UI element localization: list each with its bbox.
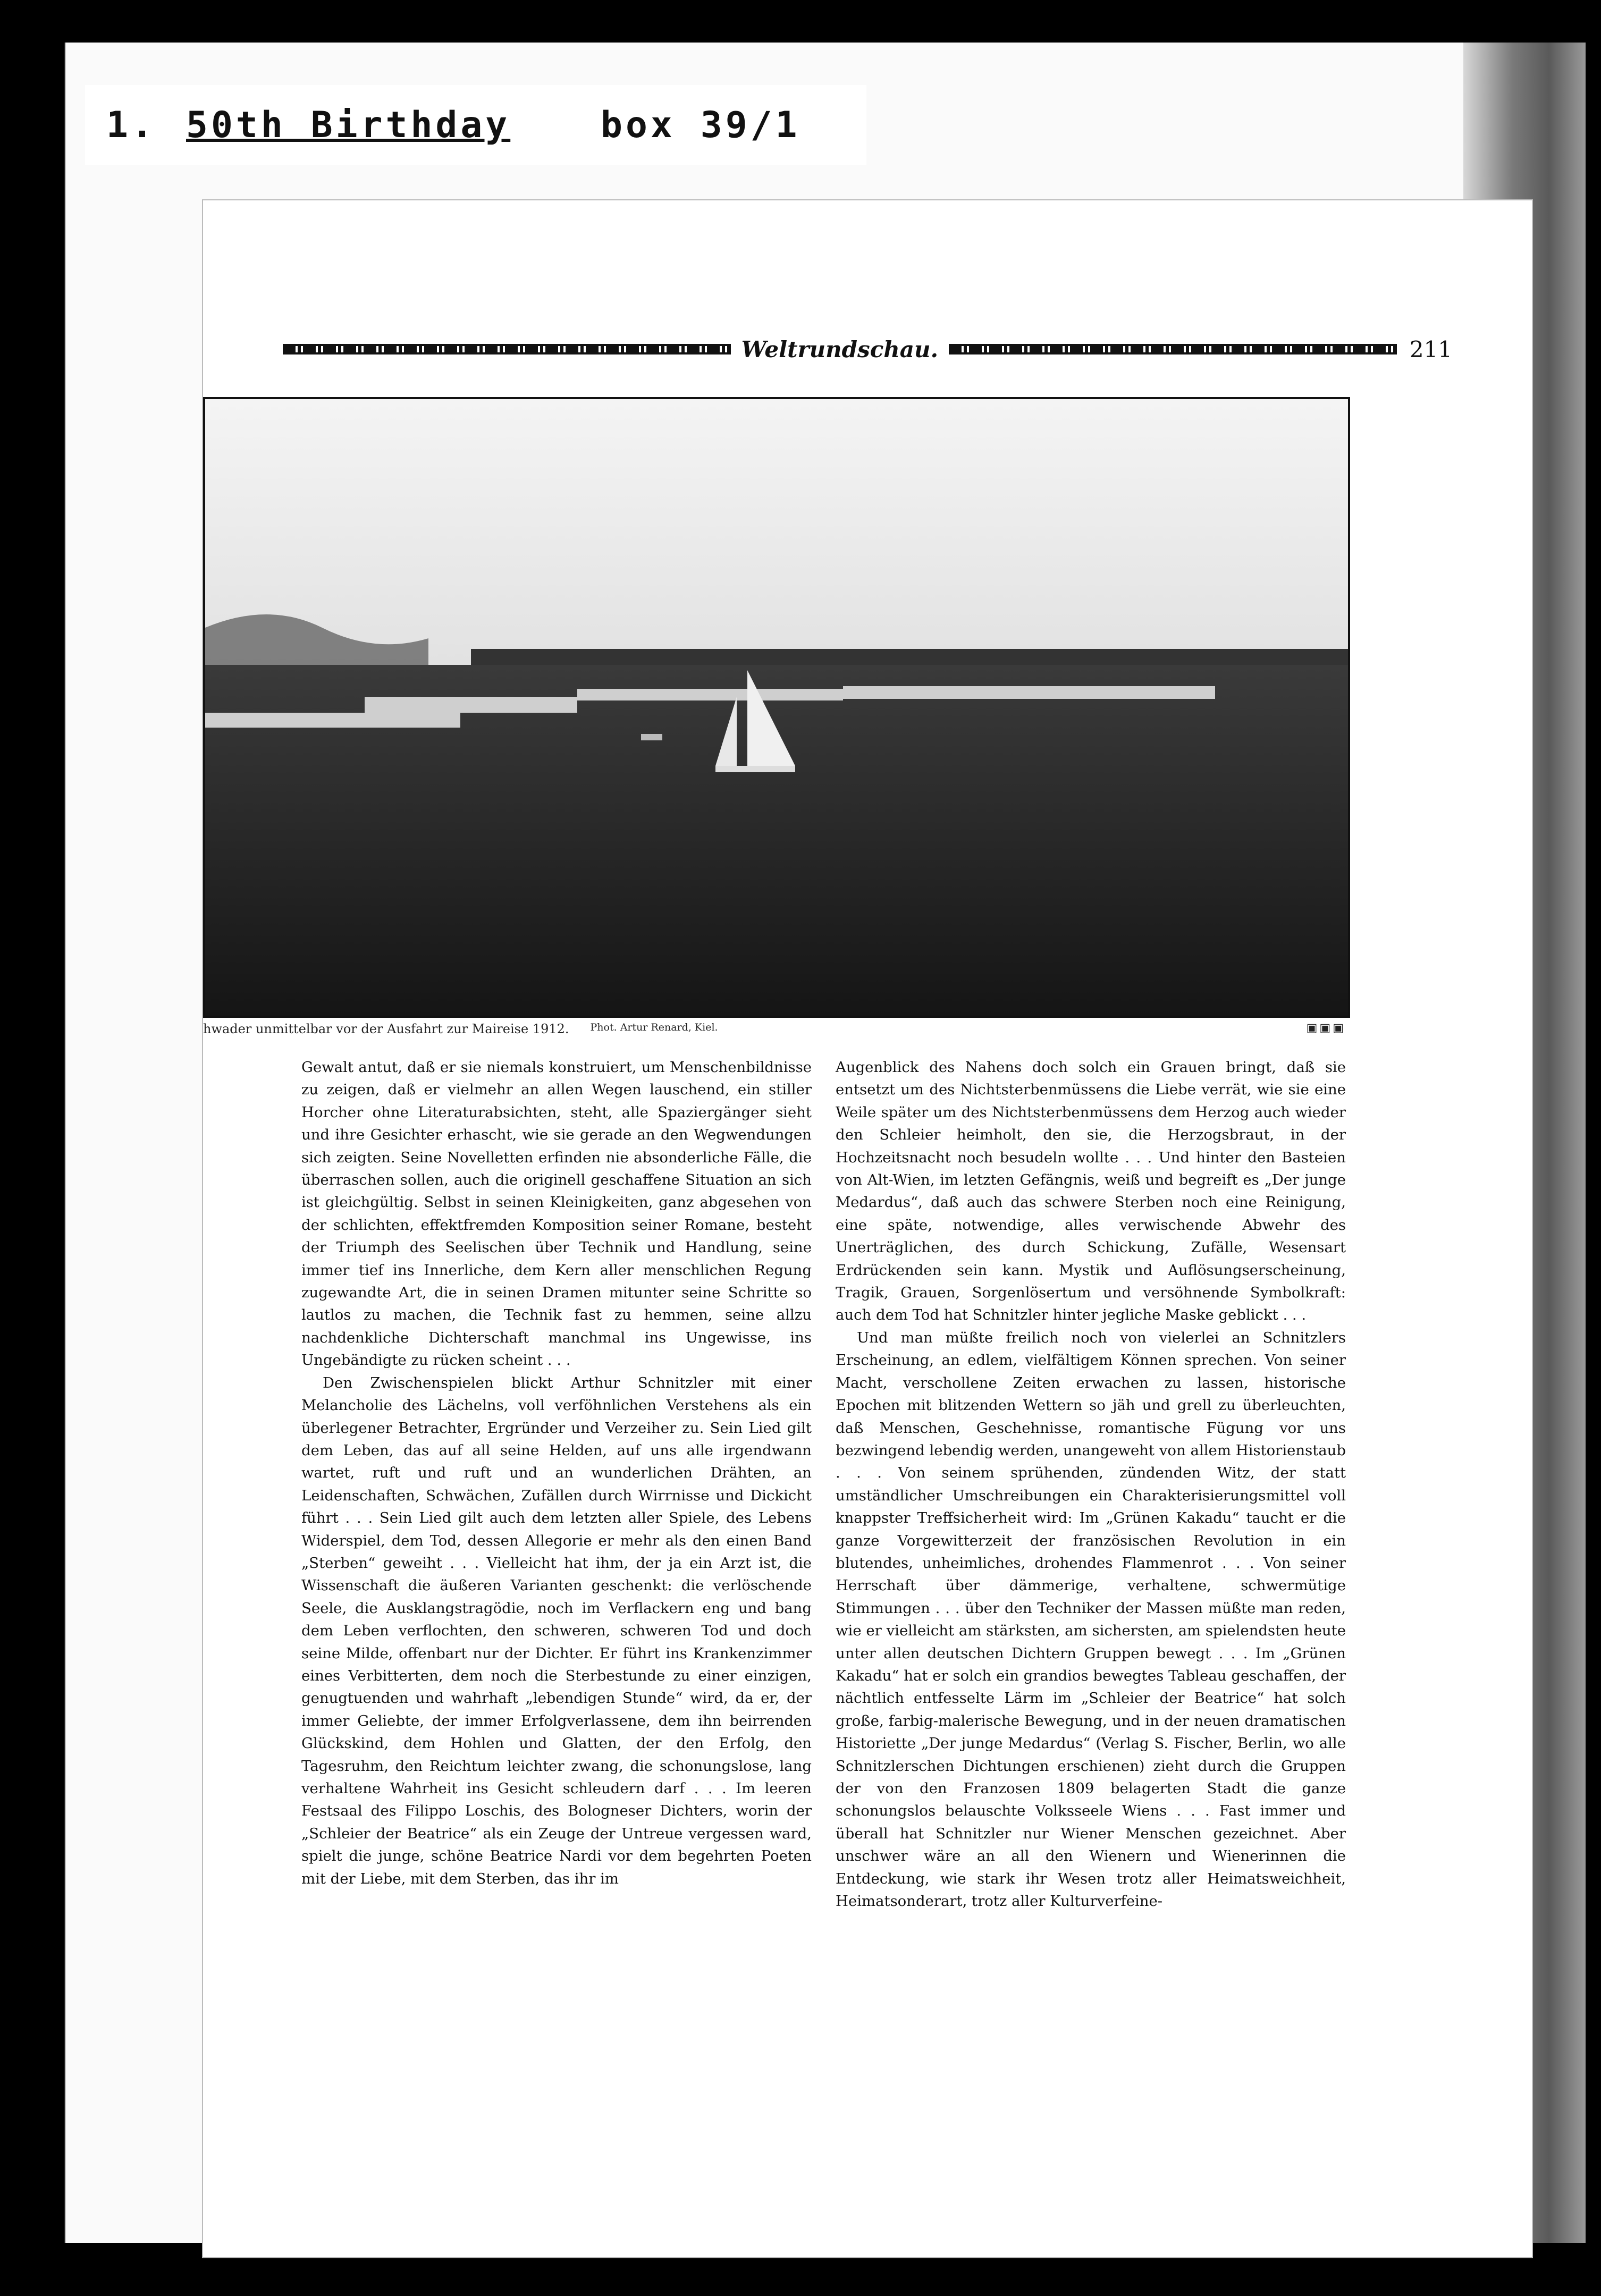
page-number: 211 bbox=[1409, 336, 1452, 362]
text-column-left bbox=[301, 1056, 812, 1890]
paragraph: Augenblick des Nahens doch solch ein Grauen bringt, daß sie entsetzt um des Nichtsterbenmüssens die Liebe verrät, wie sie eine Weile später um des Nichtsterbenmüssens dem Herzog auch wieder den Schleier heimholt, den sie, die Herzogsbraut, in der Hochzeitsnacht noch besudeln wollte . . . Und hinter den Basteien von Alt-Wien, im letzten Gefängnis, weiß und begreift es „Der junge Medardus“, daß auch das schwere Sterben noch eine Reinigung, eine späte, notwendige, alles verwischende Abwehr des Unerträglichen, des durch Schickung, Zufälle, Wesensart Erdrückenden sein kann. Mystik und Auflösungserscheinung, Tragik, Grauen, Sorgenlösertum und versöhnende Symbolkraft: auch dem Tod hat Schnitzler hinter jegliche Maske geblickt . . . bbox=[836, 1059, 1346, 1324]
running-head-title: Weltrundschau. bbox=[741, 336, 939, 362]
label-number: 1. bbox=[106, 104, 156, 146]
text-column-right bbox=[836, 1056, 1346, 1912]
ornament-rule-right bbox=[949, 344, 1397, 354]
label-box: box 39/1 bbox=[601, 104, 800, 146]
label-title: 50th Birthday bbox=[186, 104, 511, 146]
caption-text: hwader unmittelbar vor der Ausfahrt zur Maireise 1912. bbox=[203, 1022, 569, 1036]
ornament-rule-left bbox=[283, 344, 731, 354]
running-head bbox=[283, 333, 1452, 365]
paragraph: Den Zwischenspielen blickt Arthur Schnitzler mit einer Melancholie des Lächelns, voll verföhnlichen Verstehens als ein überlegener Betrachter, Ergründer und Verzeiher zu. Sein Lied gilt dem Leben, das auf all seine Helden, auf uns alle irgendwann wartet, ruft und ruft und an wunderlichen Drähten, an Leidenschaften, Schwächen, Zufällen durch Wirrnisse und Dickicht führt . . . Sein Lied gilt auch dem letzten aller Spiele, des Lebens Widerspiel, dem Tod, dessen Allegorie er mehr als den einen Band „Sterben“ geweiht . . . Vielleicht hat ihm, der ja ein Arzt ist, die Wissenschaft die äußeren Varianten geschenkt: die verlöschende Seele, die Ausklangstragödie, noch im Verflackern eng und bang dem Leben verflochten, den schweren, schweren Tod und doch seine Milde, offenbart nur der Dichter. Er führt ins Krankenzimmer eines Verbitterten, dem noch die Sterbestunde zu einer einzigen, genugtuenden und wahrhaft „lebendigen Stunde“ wird, da er, der immer Geliebte, der immer Erfolgverlassene, dem ihn beirrenden Glückskind, dem Hohlen und Glatten, der den Erfolg, den Tagesruhm, den Reichtum leichter zwang, die schonungslose, lang verhaltene Wahrheit ins Gesicht schleudern darf . . . Im leeren Festsaal des Filippo Loschis, des Bologneser Dichters, worin der „Schleier der Beatrice“ als ein Zeuge der Untreue vergessen ward, spielt die junge, schöne Beatrice Nardi vor dem begehrten Poeten mit der Liebe, mit dem Sterben, das ihr im bbox=[301, 1374, 812, 1887]
magazine-page bbox=[202, 199, 1533, 2258]
photo-credit: Phot. Artur Renard, Kiel. bbox=[590, 1022, 718, 1033]
paragraph: Gewalt antut, daß er sie niemals konstruiert, um Menschenbildnisse zu zeigen, daß er vielmehr an allen Wegen lauschend, ein stiller Horcher ohne Literaturabsichten, steht, alle Spaziergänger sieht und ihre Gesichter erhascht, wie sie gerade an den Wegwendungen sich zeigten. Seine Novelletten erfinden nie absonderliche Fälle, die überraschen sollen, auch die originell geschaffene Situation an sich ist gleichgültig. Selbst in seinen Kleinigkeiten, ganz abgesehen von der schlichten, effektfremden Komposition seiner Romane, besteht der Triumph des Seelischen über Technik und Handlung, seine immer tief ins Innerliche, dem Kern aller menschlichen Regung zugewandte Art, die in seinen Dramen mitunter seine Schritte so lautlos zu machen, die Technik fast zu hemmen, seine allzu nachdenkliche Dichterschaft manchmal ins Ungewisse, ins Ungebändigte zu rücken scheint . . . bbox=[301, 1059, 812, 1369]
harbor-photograph bbox=[203, 397, 1350, 1018]
paragraph: Und man müßte freilich noch von vielerlei an Schnitzlers Erscheinung, an edlem, vielfältigem Können sprechen. Von seiner Macht, verschollene Zeiten erwachen zu lassen, historische Epochen mit blitzenden Wettern so jäh und grell zu überleuchten, daß Menschen, Geschehnisse, romantische Fügung vor uns bezwingend lebendig werden, unangeweht von allem Historienstaub . . . Von seinem sprühenden, zündenden Witz, der statt umständlicher Umschreibungen ein Charakterisierungsmittel voll knappster Treffsicherheit wird: Im „Grünen Kakadu“ taucht er die ganze Vorgewitterzeit der französischen Revolution in ein blutendes, unheimliches, drohendes Flammenrot . . . Von seiner Herrschaft über dämmerige, verhaltene, schwermütige Stimmungen . . . über den Techniker der Massen müßte man reden, wie er vielleicht am stärksten, am sichersten, am spielendsten heute unter allen deutschen Dichtern Gruppen bewegt . . . Im „Grünen Kakadu“ hat er solch ein grandios bewegtes Tableau geschaffen, der nächtlich entfesselte Lärm im „Schleier der Beatrice“ hat solch große, farbig-malerische Bewegung, und in der neuen dramatischen Historiette „Der junge Medardus“ (Verlag S. Fischer, Berlin, wo alle Schnitzlerschen Dichtungen erschienen) zieht durch die Gruppen der von den Franzosen 1809 belagerten Stadt die ganze schonungslos belauschte Volksseele Wiens . . . Fast immer und überall hat Schnitzler nur Wiener Menschen gezeichnet. Aber unschwer wäre an all den Wienern und Wienerinnen die Entdeckung, wie stark ihr Wesen trotz aller Heimatsweichheit, Heimatsonderart, trotz aller Kulturverfeine- bbox=[836, 1329, 1346, 1910]
caption-ornament: ▣▣▣ bbox=[1306, 1022, 1346, 1035]
archive-label bbox=[85, 85, 866, 165]
photo-caption bbox=[203, 1022, 1346, 1036]
photo-image bbox=[205, 399, 1348, 1016]
